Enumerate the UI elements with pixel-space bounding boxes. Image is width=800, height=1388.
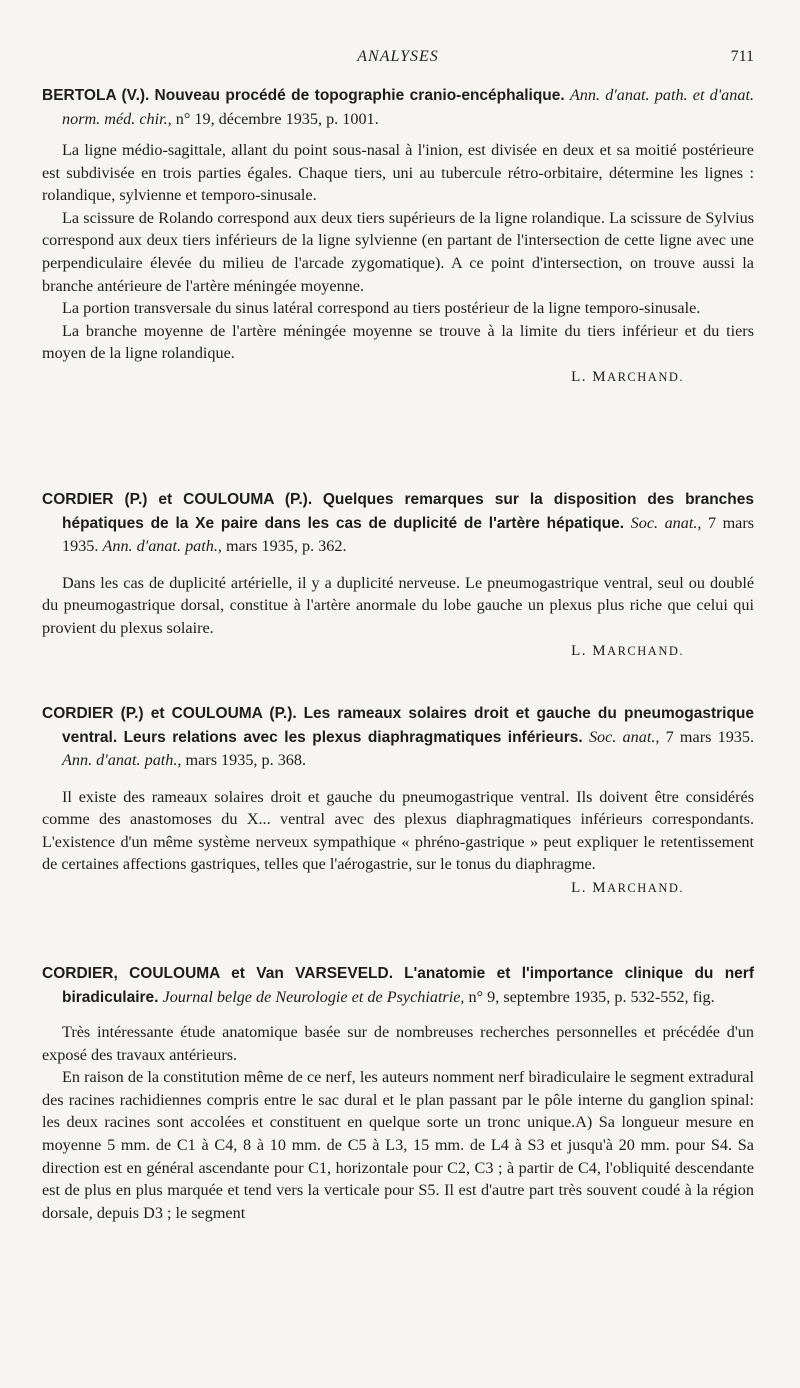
citation: mars 1935, p. 362. bbox=[226, 537, 347, 555]
paragraph: Dans les cas de duplicité artérielle, il y a duplicité nerveuse. Le pneumogastrique ventral, seul ou doublé du pneumogastrique dorsal, constitue à l'artère anormale du lobe gauche un plexus plus riche que celui qui provient du plexus solaire. bbox=[42, 573, 754, 637]
page-number: 711 bbox=[730, 48, 754, 65]
abstract-entry-3 bbox=[42, 702, 754, 900]
paragraph: La branche moyenne de l'artère méningée moyenne se trouve à la limite du tiers inférieur et du tiers moyen de la ligne rolandique. bbox=[42, 321, 754, 363]
paragraph: La ligne médio-sagittale, allant du point sous-nasal à l'inion, est divisée en deux et sa moitié postérieure est subdivisée en trois parties égales. Chaque tiers, uni au tubercule rétro-orbitaire, détermine les lignes : rolandique, sylvienne et temporo-sinusale. bbox=[42, 141, 754, 205]
citation: n° 19, décembre 1935, p. 1001. bbox=[175, 109, 379, 128]
journal: Ann. d'anat. path., bbox=[102, 537, 222, 555]
reference bbox=[42, 84, 754, 130]
reference: CORDIER (P.) et COULOUMA (P.). Les rameaux solaires droit et gauche du pneumogastrique ventral. Leurs relations avec les plexus diaphragmatiques inférieurs. Soc. anat., 7 mars 1935. Ann. d'anat. path., mars 1935, p. 368. bbox=[42, 705, 755, 769]
citation: mars 1935, p. 368. bbox=[185, 751, 307, 769]
page-header bbox=[42, 48, 754, 72]
paragraph: La scissure de Rolando correspond aux deux tiers supérieurs de la ligne rolandique. La scissure de Sylvius correspond aux deux tiers inférieurs de la ligne sylvienne (en partant de l'intersection de cette ligne avec une perpendiculaire élevée du milieu de l'arcade zygomatique). A ce point d'intersection, on trouve aussi la branche antérieure de l'artère méningée moyenne. bbox=[42, 208, 754, 295]
paragraph: Il existe des rameaux solaires droit et gauche du pneumogastrique ventral. Ils doivent être considérés comme des anastomoses du X... ventral avec des plexus diaphragmatiques inférieurs correspondants. L'existence d'un même système nerveux sympathique « phréno-gastrique » peut expliquer le retentissement de certaines affections gastriques, telles que l'aérogastrie, sur le tonus du diaphragme. bbox=[42, 787, 754, 874]
article-title: Nouveau procédé de topographie cranio-encéphalique. bbox=[154, 87, 565, 104]
article-title: L'anatomie et l'importance clinique du nerf biradiculaire. bbox=[62, 965, 754, 1006]
article-title: Les rameaux solaires droit et gauche du pneumogastrique ventral. Leurs relations avec les plexus diaphragmatiques inférieurs. bbox=[62, 705, 755, 746]
author: BERTOLA (V.). bbox=[42, 87, 150, 104]
journal: Ann. d'anat. path. et d'anat. norm. méd. chir., bbox=[62, 86, 755, 128]
paragraph: Très intéressante étude anatomique basée sur de nombreuses recherches personnelles et précédée d'un exposé des travaux antérieurs. bbox=[42, 1023, 754, 1064]
journal: Soc. anat., bbox=[588, 727, 660, 746]
author: CORDIER, COULOUMA et Van VARSEVELD. bbox=[42, 965, 394, 982]
citation: n° 9, septembre 1935, p. 532-552, fig. bbox=[468, 987, 715, 1006]
signature: L. MARCHAND. bbox=[571, 879, 684, 896]
paragraph: En raison de la constitution même de ce nerf, les auteurs nomment nerf biradiculaire le segment extradural des racines rachidiennes compris entre le sac dural et le plan passant par le pôle interne du ganglion spinal: les deux racines sont accolées et constituent en quelque sorte un tronc unique.A) Sa longueur mesure en moyenne 5 mm. de C1 à C4, 8 à 10 mm. de C5 à L3, 15 mm. de L4 à S3 et jusqu'à 20 mm. pour S4. Sa direction est en général ascendante pour C1, horizontale pour C2, C3 ; à partir de C4, l'obliquité descendante est de plus en plus marquée et tend vers la verticale pour S5. Il est d'autre part très souvent coudé à la région dorsale, depuis D3 ; le segment bbox=[42, 1068, 754, 1222]
signature: L. MARCHAND. bbox=[571, 643, 684, 660]
paragraph: La portion transversale du sinus latéral correspond au tiers postérieur de la ligne temporo-sinusale. bbox=[62, 299, 701, 318]
journal: Soc. anat., bbox=[630, 513, 702, 532]
journal: Journal belge de Neurologie et de Psychiatrie, bbox=[162, 987, 465, 1006]
article-title: Quelques remarques sur la disposition des branches hépatiques de la Xe paire dans les cas de duplicité de l'artère hépatique. bbox=[62, 491, 755, 532]
abstract-entry-1 bbox=[42, 84, 754, 389]
running-head: ANALYSES bbox=[357, 48, 439, 65]
author: CORDIER (P.) et COULOUMA (P.). bbox=[42, 491, 313, 508]
signature: L. MARCHAND. bbox=[571, 368, 684, 385]
journal: Ann. d'anat. path., bbox=[62, 751, 182, 769]
abstract-entry-2 bbox=[42, 488, 754, 663]
author: CORDIER (P.) et COULOUMA (P.). bbox=[42, 705, 297, 722]
reference: CORDIER (P.) et COULOUMA (P.). Quelques remarques sur la disposition des branches hépatiques de la Xe paire dans les cas de duplicité de l'artère hépatique. Soc. anat., 7 mars 1935. Ann. d'anat. path., mars 1935, p. 362. bbox=[42, 491, 755, 555]
reference bbox=[42, 962, 754, 1009]
abstract-entry-4 bbox=[42, 962, 754, 1224]
